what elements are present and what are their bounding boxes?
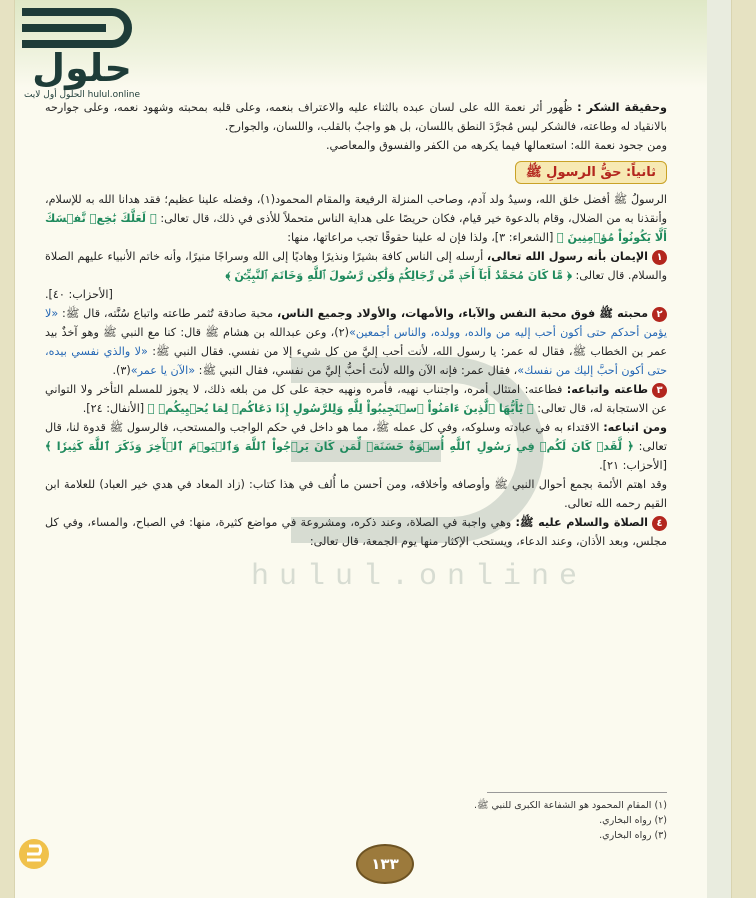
brand-tagline-ar: الحلول أول لايت — [23, 90, 85, 100]
item-2-text-4: (٣). — [112, 364, 131, 377]
brand-logo-icon — [20, 8, 144, 48]
brand-logo-tagline — [14, 90, 150, 100]
item-2-label: محبته ﷺ فوق محبة النفس والآباء، والأمهات، والأولاد وجميع الناس، — [276, 307, 648, 320]
intro-paragraph — [45, 190, 667, 247]
item-4 — [45, 513, 667, 551]
item-2-text-2: (٢)، وعن عبدالله بن هشام ﷺ قال: كنا مع النبي ﷺ وهو آخذٌ بيد عمر بن الخطاب ﷺ، فقال له عمر: يا رسول الله، لأنت أحب إليَّ من كل شيء إلا من نفسي. فقال النبي ﷺ: — [45, 326, 668, 358]
section-heading-row — [45, 155, 667, 190]
item-2 — [45, 304, 667, 380]
item-1 — [45, 247, 667, 285]
item-2-hadith-1: «لا يؤمن أحدكم حتى أكون أحب إليه من والده، وولده، والناس أجمعين» — [45, 307, 667, 339]
imams-paragraph: وقد اهتم الأئمة بجمع أحوال النبي ﷺ وأوصافه وأخلاقه، ومن أحسن ما أُلف في هذا كتاب: (زاد المعاد في هدي خير العباد) للعلامة ابن القيم رحمه الله تعالى. — [45, 478, 667, 510]
footnote-2: (٢) رواه البخاري. — [599, 815, 667, 826]
textbook-page — [14, 0, 732, 898]
section-heading: ثانياً: حقُّ الرسولِ ﷺ — [515, 161, 667, 184]
item-3-label: طاعته واتباعه: — [566, 383, 648, 396]
item-2-hadith-3: «الآن يا عمر» — [130, 364, 196, 377]
item-2-text-3: ، فقال عمر: فإنه الآن والله لأنتَ أحبُّ إليَّ من نفسي، فقال النبي ﷺ: — [195, 364, 518, 377]
item-3-number: ٣ — [652, 383, 667, 398]
page-number: ١٣٣ — [356, 844, 414, 884]
itibaa-text: الاقتداء به في عبادته وسلوكه، وفي كل عمله ﷺ، مما هو داخل في حكم الواجب والمستحب، فالرسول ﷺ قدوة لنا، قال تعالى: — [45, 421, 667, 453]
item-1-quran-verse: ﴿ مَّا كَانَ مُحَمَّدٌ أَبَآ أَحَدٖ مِّن رِّجَالِكُمۡ وَلَٰكِن رَّسُولَ ٱللَّهِ وَخَاتَمَ ٱلنَّبِيِّـۧنَ ﴾ — [225, 269, 572, 282]
item-3-quran-verse: ﴿ يَٰٓأَيُّهَا ٱلَّذِينَ ءَامَنُواْ ٱسۡتَجِيبُواْ لِلَّهِ وَلِلرَّسُولِ إِذَا دَعَاكُمۡ لِمَا يُحۡيِيكُمۡ ﴾ — [147, 402, 534, 415]
brand-logo-text: حلول — [32, 46, 132, 90]
shukr-label: وحقيقة الشكر : — [577, 101, 668, 114]
footnote-1: (١) المقام المحمود هو الشفاعة الكبرى للنبي ﷺ. — [474, 800, 667, 811]
item-3-verse-ref: [الأنفال: ٢٤]. — [82, 402, 148, 415]
item-3-text: فطاعته: امتثال أمره، واجتناب نهيه، فأمره ونهيه حجة على كل من بلغه ذلك، لا يجوز للمسلم التأخر ولا التواني عن الاستجابة له، قال تعالى: — [45, 383, 667, 415]
watermark-site: hulul.online — [251, 560, 588, 594]
footnotes — [311, 798, 667, 843]
item-4-number: ٤ — [652, 516, 667, 531]
intro-verse-ref: [الشعراء: ٣]، — [491, 231, 557, 244]
corner-logo-icon — [17, 834, 51, 872]
footnote-divider — [487, 792, 667, 793]
intro-text: الرسولُ ﷺ أفضل خلق الله، وسيدُ ولد آدم، وصاحب المنزلة الرفيعة والمقام المحمود(١)، وفضله علينا عظيم؛ فقد هدانا الله به للإسلام، وأنقذنا به من الضلال، وقام بالدعوة خير قيام، فكان حريصًا على هداية الناس متحملاً للأذى في ذلك، قال تعالى: — [45, 193, 667, 225]
item-2-text: محبة صادقة تُثمر طاعته واتباع سُنَّته، قال ﷺ: — [58, 307, 277, 320]
item-2-number: ٢ — [652, 307, 667, 322]
item-4-text: وهي واجبة في الصلاة، وعند ذكره، ومشروعة في مواضع كثيرة، منها: في الصباح، والمساء، وفي كل مجلس، وبعد الأذان، وعند الدعاء، ويستحب الإكثار منها يوم الجمعة، قال تعالى: — [45, 516, 667, 548]
intro-text-2: ولذا فإن له علينا حقوقًا تجب مراعاتها، منها: — [287, 231, 492, 244]
item-4-label: الصلاة والسلام عليه ﷺ: — [515, 516, 648, 529]
item-1-text: أرسله إلى الناس كافة بشيرًا ونذيرًا وهاديًا إلى الله وسراجًا منيرًا، وأنه خاتم الأنبياء عليهم الصلاة والسلام. قال تعالى: — [45, 250, 667, 282]
brand-site: hulul.online — [87, 90, 141, 100]
itibaa-verse-ref: [الأحزاب: ٢١]. — [599, 459, 667, 472]
item-1-number: ١ — [652, 250, 667, 265]
brand-logo — [14, 8, 150, 108]
item-1-label: الإيمان بأنه رسول الله تعالى، — [486, 250, 648, 263]
item-2-hadith-2: «لا والذي نفسي بيده، حتى أكون أحبَّ إليك من نفسك» — [45, 345, 667, 377]
itibaa-quran-verse: ﴿ لَّقَدۡ كَانَ لَكُمۡ فِي رَسُولِ ٱللَّهِ أُسۡوَةٌ حَسَنَةٞ لِّمَن كَانَ يَرۡجُواْ ٱللَّهَ وَٱلۡيَوۡمَ ٱلۡأٓخِرَ وَذَكَرَ ٱللَّهَ كَثِيرٗا ﴾ — [45, 440, 634, 453]
item-1-verse-ref: [الأحزاب: ٤٠]. — [45, 288, 113, 301]
itibaa-label: ومن اتباعه: — [603, 421, 667, 434]
footnote-3: (٣) رواه البخاري. — [599, 830, 667, 841]
page-content — [45, 98, 667, 551]
scan-edge — [707, 0, 731, 898]
intro-quran-verse: ﴿ لَعَلَّكَ بَٰخِعٞ نَّفۡسَكَ أَلَّا يَكُونُواْ مُؤۡمِنِينَ ﴾ — [45, 212, 667, 244]
shukr-paragraph-2: ومن جحود نعمة الله: استعمالها فيما يكرهه من الكفر والفسوق والمعاصي. — [325, 139, 667, 152]
itibaa-paragraph — [45, 418, 667, 475]
item-3 — [45, 380, 667, 418]
shukr-text: ظُهور أثر نعمة الله على لسان عبده بالثناء عليه والاعتراف بنعمه، وعلى قلبه بمحبته وشهود نعمه، وعلى جوارحه بالانقياد له وطاعته، فالشكر ليس مُجرَّدَ النطق باللسان، بل هو واجبٌ بالقلب، واللسان، والجوارح. — [45, 101, 667, 133]
